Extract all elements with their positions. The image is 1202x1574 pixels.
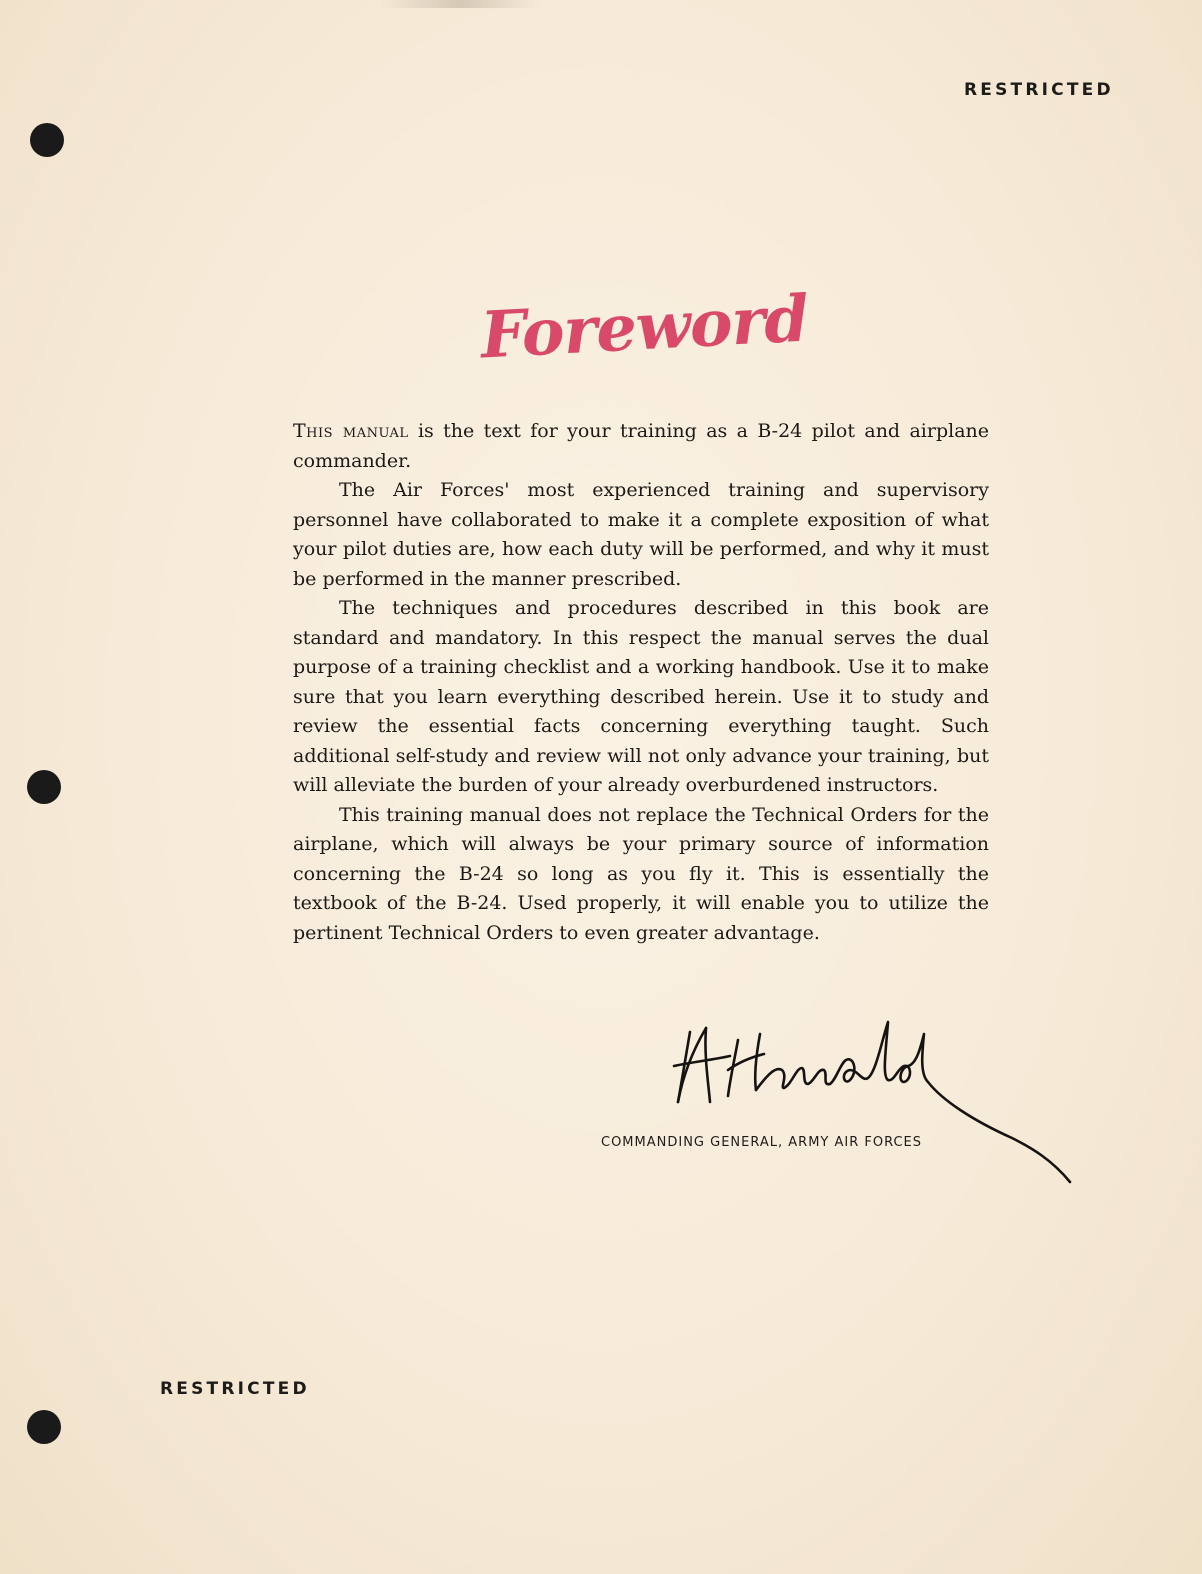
classification-header: RESTRICTED <box>964 80 1114 100</box>
paragraph-1-lead: This manual <box>293 420 409 442</box>
punch-hole <box>27 1410 61 1444</box>
signature-image <box>672 1010 1082 1200</box>
paragraph-1 <box>293 417 989 476</box>
page-title: Foreword <box>478 281 810 374</box>
paragraph-2: The Air Forces' most experienced training and supervisory personnel have collaborated to make it a complete exposition of what your pilot duties are, how each duty will be performed, and why it must be performed in the manner prescribed. <box>293 479 989 590</box>
punch-hole <box>27 770 61 804</box>
foreword-body <box>293 417 989 948</box>
paragraph-1-text: is the text for your training as a B-24 pilot and airplane commander. <box>293 420 989 472</box>
classification-footer: RESTRICTED <box>160 1379 310 1399</box>
paper-blemish <box>380 0 540 8</box>
punch-hole <box>30 123 64 157</box>
paragraph-3: The techniques and procedures described in this book are standard and mandatory. In this respect the manual serves the dual purpose of a training checklist and a working handbook. Use it to make sure that you learn everything described herein. Use it to study and review the essential facts concerning everything taught. Such additional self-study and review will not only advance your training, but will alleviate the burden of your already overburdened instructors. <box>293 597 989 796</box>
paragraph-4: This training manual does not replace the Technical Orders for the airplane, which will always be your primary source of information concerning the B-24 so long as you fly it. This is essentially the textbook of the B-24. Used properly, it will enable you to utilize the pertinent Technical Orders to even greater advantage. <box>293 803 989 944</box>
signature-title: COMMANDING GENERAL, ARMY AIR FORCES <box>601 1135 923 1150</box>
